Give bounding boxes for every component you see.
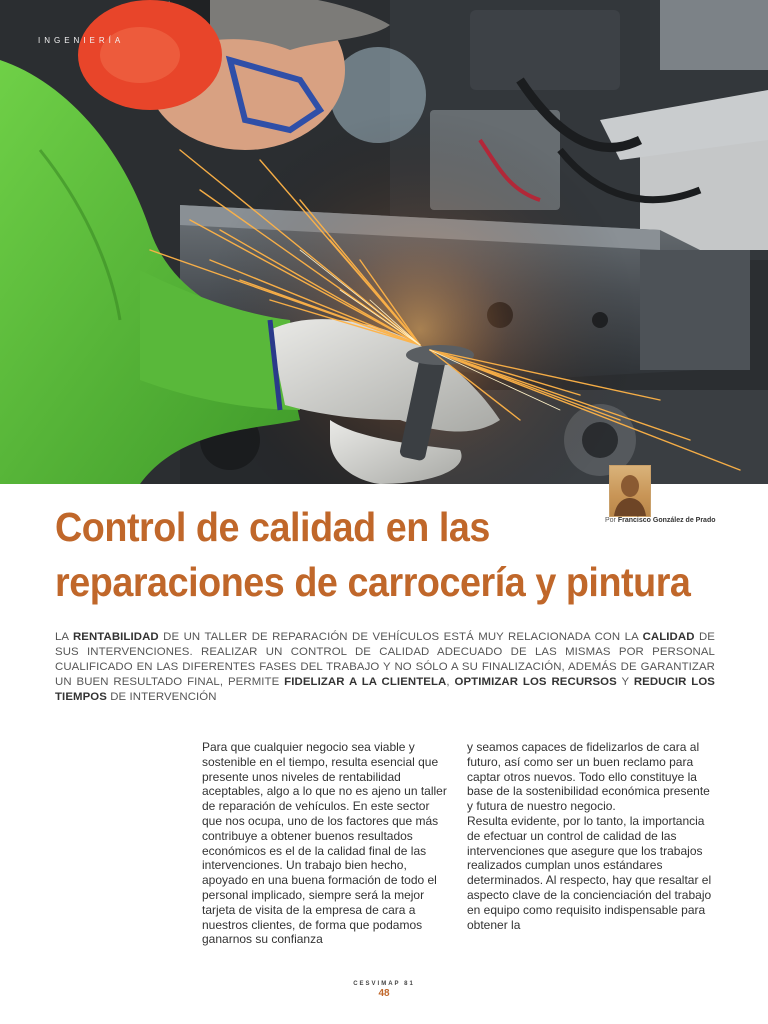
lead-text: DE INTERVENCIÓN [106,691,217,703]
lead-text: DE SUS INTERVENCIONES. REALIZAR UN CONTROL DE CALIDAD ADECUADO DE LAS MISMAS POR PERSONAL CUALIFICADO EN LAS DIFERENTES FASES DEL TRABAJO Y NO SÓLO A SU FINALIZACIÓN, ADEMÁS DE GARANTIZAR UN BUEN RESULTADO FINAL, PERMITE [55,631,715,688]
body-paragraph: y seamos capaces de fidelizarlos de cara al futuro, así como ser un buen reclamo para captar otros nuevos. Todo ello constituye la base de la sostenibilidad económica presente y futura de nuestro negocio. [467,740,710,814]
lead-paragraph [55,630,715,705]
lead-emphasis: FIDELIZAR A LA CLIENTELA [284,676,447,688]
lead-text: , [446,676,455,688]
section-label: INGENIERÍA [38,36,125,45]
lead-emphasis: CALIDAD [642,631,695,643]
lead-text: DE UN TALLER DE REPARACIÓN DE VEHÍCULOS ESTÁ MUY RELACIONADA CON LA [158,631,643,643]
body-column-1 [202,740,452,947]
author-name: Francisco González de Prado [617,517,716,524]
lead-text: Y [616,676,634,688]
body-paragraph: Resulta evidente, por lo tanto, la importancia de efectuar un control de calidad de las intervenciones que asegure que los trabajos realizados cumplan unos estándares determinados. Al respecto, hay que resaltar el aspecto clave de la concienciación del trabajo en equipo como requisito indispensable para obtener la [467,813,712,932]
author-prefix: Por [605,517,616,524]
article-title [55,500,690,610]
body-column-2 [467,740,717,932]
body-paragraph: Para que cualquier negocio sea viable y sostenible en el tiempo, resulta esencial que presente unos niveles de rentabilidad aceptables, algo a lo que no es ajeno un taller de reparación de vehículos. En este sector que nos ocupa, uno de los factores que más contribuye a obtener buenos resultados económicos es el de la calidad final de las intervenciones. Un trabajo bien hecho, apoyado en una buena formación de todo el personal implicado, siempre será la mejor tarjeta de visita de la empresa de cara a nuestros clientes, de forma que podamos ganarnos su confianza [202,740,447,947]
hero-photo [0,0,768,484]
page-number: 48 [378,988,390,999]
grinding-scene-illustration [0,0,768,484]
lead-text: LA [55,631,73,643]
title-line-1: Control de calidad en las [55,504,490,550]
title-line-2: reparaciones de carrocería y pintura [55,559,691,605]
lead-emphasis: OPTIMIZAR LOS RECURSOS [454,676,617,688]
footer-brand: CESVIMAP 81 [353,981,415,987]
lead-emphasis: REDUCIR LOS TIEMPOS [55,676,715,703]
lead-emphasis: RENTABILIDAD [72,631,159,643]
